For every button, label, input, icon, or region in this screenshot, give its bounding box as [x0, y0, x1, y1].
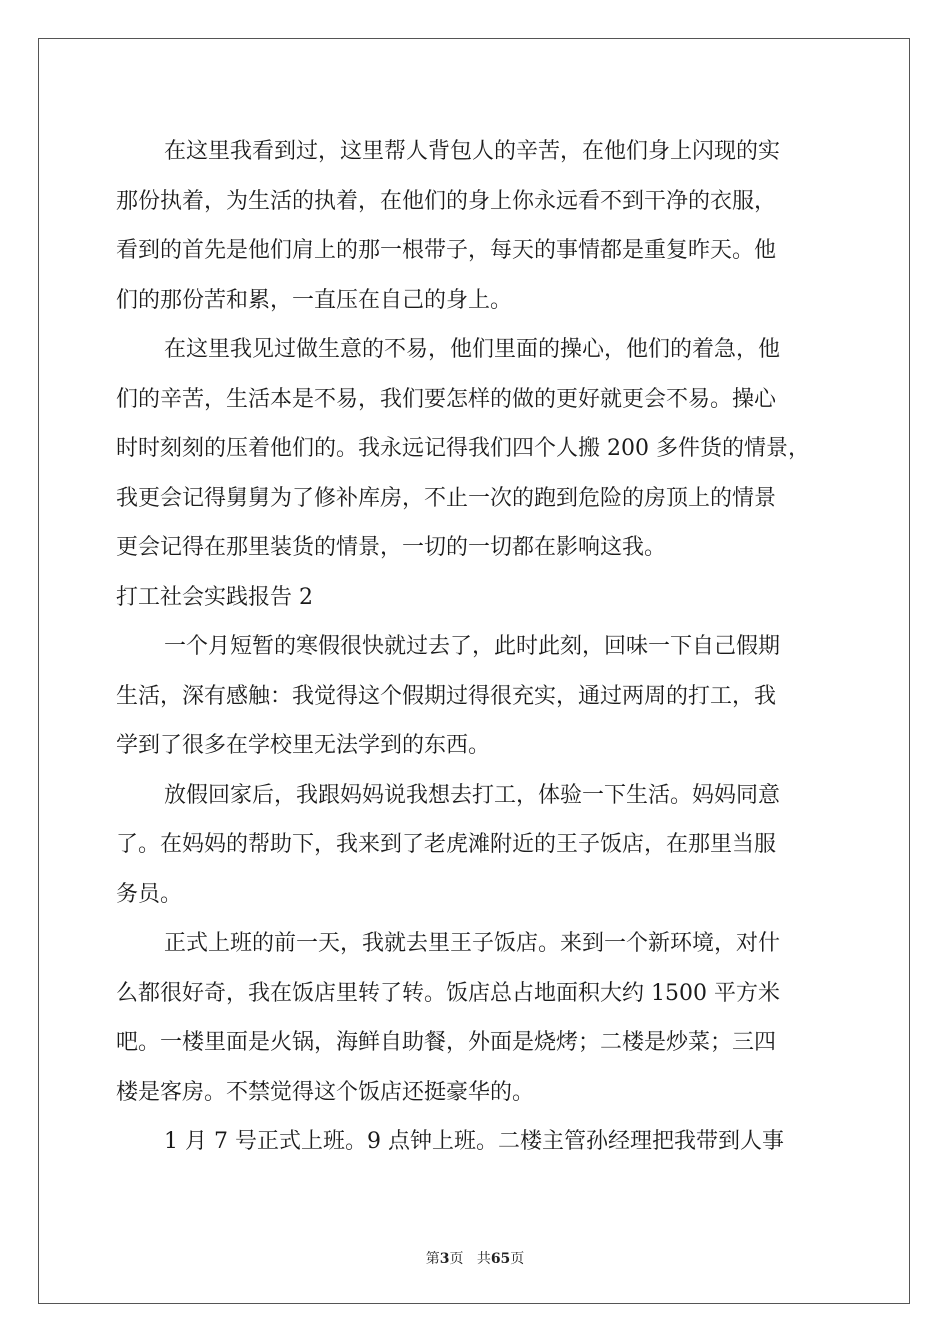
text-line: 学到了很多在学校里无法学到的东西。: [116, 733, 491, 758]
text-line: 了。在妈妈的帮助下，我来到了老虎滩附近的王子饭店，在那里当服: [116, 832, 777, 857]
text-line: 生活，深有感触：我觉得这个假期过得很充实，通过两周的打工，我: [116, 683, 777, 709]
text-line: 在这里我看到过，这里帮人背包人的辛苦，在他们身上闪现的实: [164, 139, 781, 164]
footer-page-suffix: 页: [449, 1251, 464, 1267]
text-line: 我更会记得舅舅为了修补库房，不止一次的跑到危险的房顶上的情景: [116, 485, 777, 511]
text-line: 吧。一楼里面是火锅，海鲜自助餐，外面是烧烤；二楼是炒菜；三四: [116, 1030, 777, 1055]
total-pages: 65: [490, 1251, 511, 1267]
text-line: 时时刻刻的压着他们的。我永远记得我们四个人搬 200 多件货的情景，: [116, 436, 810, 461]
document-body: [116, 127, 836, 1167]
text-line: 看到的首先是他们肩上的那一根带子，每天的事情都是重复昨天。他: [116, 238, 777, 263]
text-line: 1 月 7 号正式上班。9 点钟上班。二楼主管孙经理把我带到人事: [164, 1129, 784, 1154]
text-line: 务员。: [116, 881, 183, 907]
text-line: 楼是客房。不禁觉得这个饭店还挺豪华的。: [116, 1079, 535, 1105]
text-line: 更会记得在那里装货的情景，一切的一切都在影响这我。: [116, 535, 667, 560]
footer-total-prefix: 共: [476, 1251, 491, 1267]
page-footer: [0, 1248, 950, 1268]
text-line: 么都很好奇，我在饭店里转了转。饭店总占地面积大约 1500 平方米: [116, 980, 780, 1006]
text-line: 正式上班的前一天，我就去里王子饭店。来到一个新环境，对什: [164, 931, 781, 956]
text-line: 们的那份苦和累，一直压在自己的身上。: [116, 287, 513, 313]
page-number: 3: [439, 1251, 450, 1267]
text-line: 在这里我见过做生意的不易，他们里面的操心，他们的着急，他: [164, 337, 781, 362]
footer-prefix: 第: [425, 1251, 440, 1267]
footer-total-suffix: 页: [510, 1251, 525, 1267]
text-line: 放假回家后，我跟妈妈说我想去打工，体验一下生活。妈妈同意: [164, 782, 781, 808]
text-line: 那份执着，为生活的执着，在他们的身上你永远看不到干净的衣服，: [116, 188, 777, 214]
section-heading: 打工社会实践报告 2: [116, 584, 313, 610]
text-line: 一个月短暂的寒假很快就过去了，此时此刻，回味一下自己假期: [164, 634, 781, 659]
text-line: 们的辛苦，生活本是不易，我们要怎样的做的更好就更会不易。操心: [116, 386, 777, 412]
